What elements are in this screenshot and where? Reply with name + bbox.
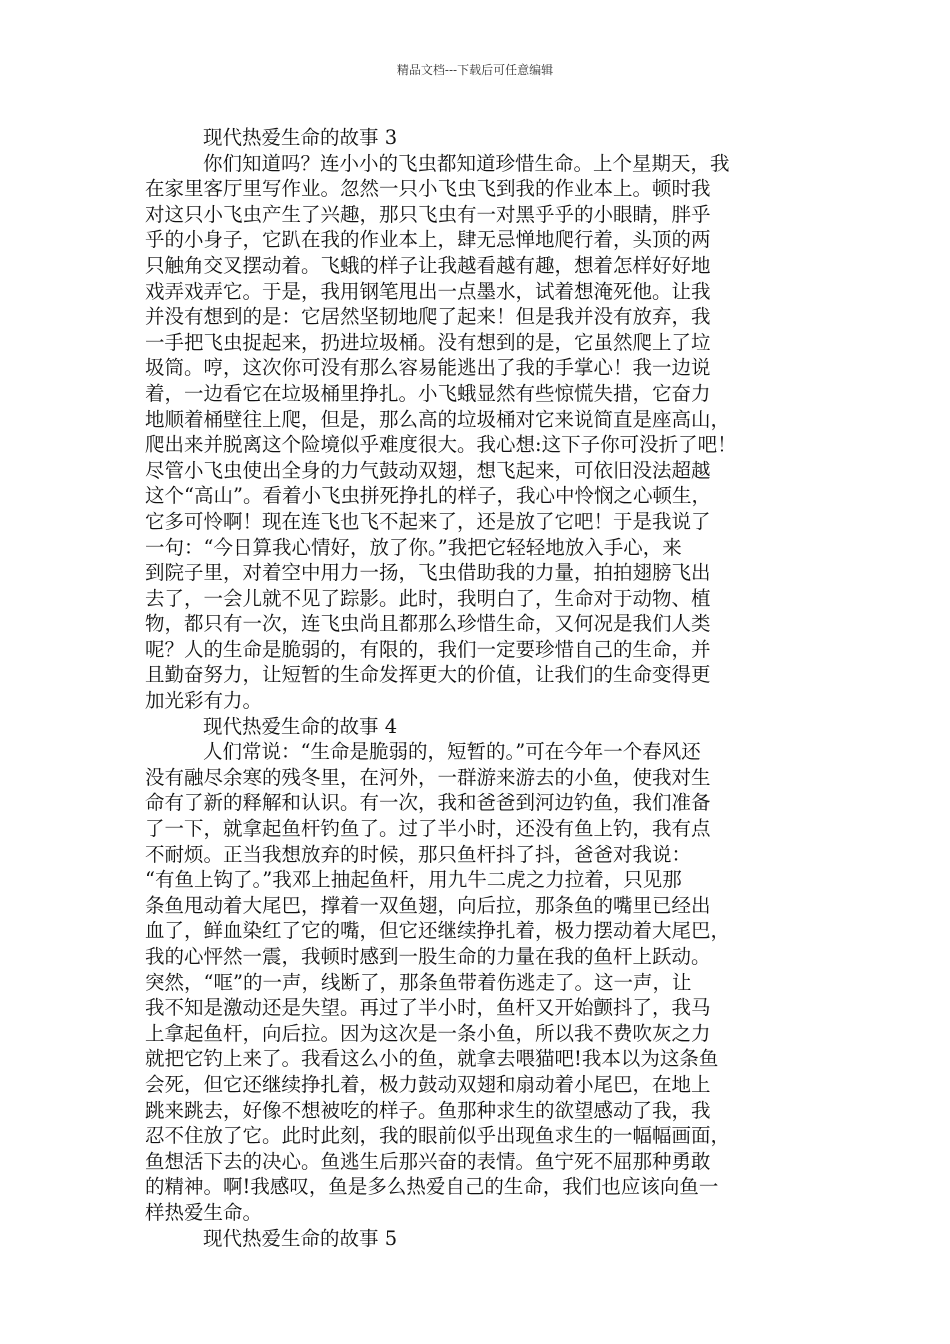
- paragraph-line: 一手把飞虫捉起来，扔进垃圾桶。没有想到的是，它虽然爬上了垃: [145, 330, 711, 354]
- paragraph-line: 我的心怦然一震，我顿时感到一股生命的力量在我的鱼杆上跃动。: [145, 945, 711, 968]
- paragraph-line: “有鱼上钩了。”我邓上抽起鱼杆，用九牛二虎之力拉着，只见那: [145, 868, 682, 892]
- paragraph-line: 这个“高山”。看着小飞虫拼死挣扎的样子，我心中怜悯之心顿生，: [145, 484, 711, 508]
- paragraph-line: 忍不住放了它。此时此刻，我的眼前似乎出现鱼求生的一幅幅画面，: [145, 1124, 731, 1148]
- paragraph-line: 上拿起鱼杆，向后拉。因为这次是一条小鱼，所以我不费吹灰之力: [145, 1021, 711, 1045]
- document-body: [145, 125, 807, 1251]
- paragraph-line: 不耐烦。正当我想放弃的时候，那只鱼杆抖了抖，爸爸对我说：: [145, 842, 692, 866]
- paragraph-line: 一句：“今日算我心情好，放了你。”我把它轻轻地放入手心，来: [145, 535, 682, 559]
- paragraph-line: 并没有想到的是：它居然坚韧地爬了起来！但是我并没有放弃，我: [145, 305, 711, 329]
- paragraph-line: 只触角交叉摆动着。飞蛾的样子让我越看越有趣，想着怎样好好地: [145, 253, 711, 277]
- paragraph-line: 我不知是激动还是失望。再过了半小时，鱼杆又开始颤抖了，我马: [145, 996, 711, 1020]
- paragraph-line: 爬出来并脱离这个险境似乎难度很大。我心想:这下子你可没折了吧！: [145, 433, 737, 457]
- paragraph-line: 跳来跳去，好像不想被吃的样子。鱼那种求生的欲望感动了我，我: [145, 1098, 711, 1122]
- section-heading: 现代热爱生命的故事 4: [203, 714, 398, 738]
- section-heading: 现代热爱生命的故事 3: [203, 126, 398, 149]
- page-header: 精品文档---下载后可任意编辑: [396, 63, 554, 77]
- paragraph-line: 没有融尽余寒的残冬里，在河外，一群游来游去的小鱼，使我对生: [145, 765, 711, 789]
- paragraph-line: 圾筒。哼，这次你可没有那么容易能逃出了我的手掌心！我一边说: [145, 356, 711, 380]
- paragraph-line: 的精神。啊!我感叹，鱼是多么热爱自己的生命，我们也应该向鱼一: [145, 1175, 719, 1199]
- paragraph-line: 且勤奋努力，让短暂的生命发挥更大的价值，让我们的生命变得更: [145, 663, 711, 687]
- paragraph-line: 会死，但它还继续挣扎着，极力鼓动双翅和扇动着小尾巴，在地上: [145, 1072, 711, 1096]
- paragraph-line: 去了，一会儿就不见了踪影。此时，我明白了，生命对于动物、植: [145, 586, 711, 610]
- paragraph-line: 到院子里，对着空中用力一扬，飞虫借助我的力量，拍拍翅膀飞出: [145, 561, 711, 585]
- paragraph-line: 戏弄戏弄它。于是，我用钢笔甩出一点墨水，试着想淹死他。让我: [145, 279, 711, 303]
- paragraph-line: 鱼想活下去的决心。鱼逃生后那兴奋的表情。鱼宁死不屈那种勇敢: [145, 1149, 711, 1173]
- paragraph-line: 物，都只有一次，连飞虫尚且都那么珍惜生命，又何况是我们人类: [145, 612, 711, 636]
- paragraph-line: 样热爱生命。: [145, 1200, 263, 1224]
- paragraph-line: 就把它钓上来了。我看这么小的鱼，就拿去喂猫吧!我本以为这条鱼: [145, 1047, 719, 1071]
- paragraph-line: 它多可怜啊！现在连飞也飞不起来了，还是放了它吧！于是我说了: [145, 509, 711, 533]
- paragraph-line: 呢？人的生命是脆弱的，有限的，我们一定要珍惜自己的生命，并: [145, 637, 711, 661]
- paragraph-first-line: 你们知道吗？连小小的飞虫都知道珍惜生命。上个星期天，我: [203, 151, 730, 175]
- paragraph-line: 加光彩有力。: [145, 689, 263, 713]
- paragraph-line: 突然，“哐”的一声，线断了，那条鱼带着伤逃走了。这一声，让: [145, 970, 692, 994]
- paragraph-line: 尽管小飞虫使出全身的力气鼓动双翅，想飞起来，可依旧没法超越: [145, 458, 711, 482]
- section-heading: 现代热爱生命的故事 5: [203, 1226, 398, 1250]
- paragraph-line: 了一下，就拿起鱼杆钓鱼了。过了半小时，还没有鱼上钓，我有点: [145, 817, 711, 841]
- paragraph-first-line: 人们常说：“生命是脆弱的，短暂的。”可在今年一个春风还: [203, 740, 701, 764]
- paragraph-line: 命有了新的释解和认识。有一次，我和爸爸到河边钓鱼，我们准备: [145, 791, 711, 815]
- paragraph-line: 乎的小身子，它趴在我的作业本上，肆无忌惮地爬行着，头顶的两: [145, 228, 711, 252]
- paragraph-line: 地顺着桶壁往上爬，但是，那么高的垃圾桶对它来说简直是座高山，: [145, 407, 731, 431]
- paragraph-line: 在家里客厅里写作业。忽然一只小飞虫飞到我的作业本上。顿时我: [145, 177, 711, 201]
- paragraph-line: 条鱼甩动着大尾巴，撑着一双鱼翅，向后拉，那条鱼的嘴里已经出: [145, 893, 711, 917]
- paragraph-line: 血了，鲜血染红了它的嘴，但它还继续挣扎着，极力摆动着大尾巴，: [145, 919, 731, 943]
- paragraph-line: 对这只小飞虫产生了兴趣，那只飞虫有一对黑乎乎的小眼睛，胖乎: [145, 202, 711, 226]
- paragraph-line: 着，一边看它在垃圾桶里挣扎。小飞蛾显然有些惊慌失措，它奋力: [145, 381, 711, 405]
